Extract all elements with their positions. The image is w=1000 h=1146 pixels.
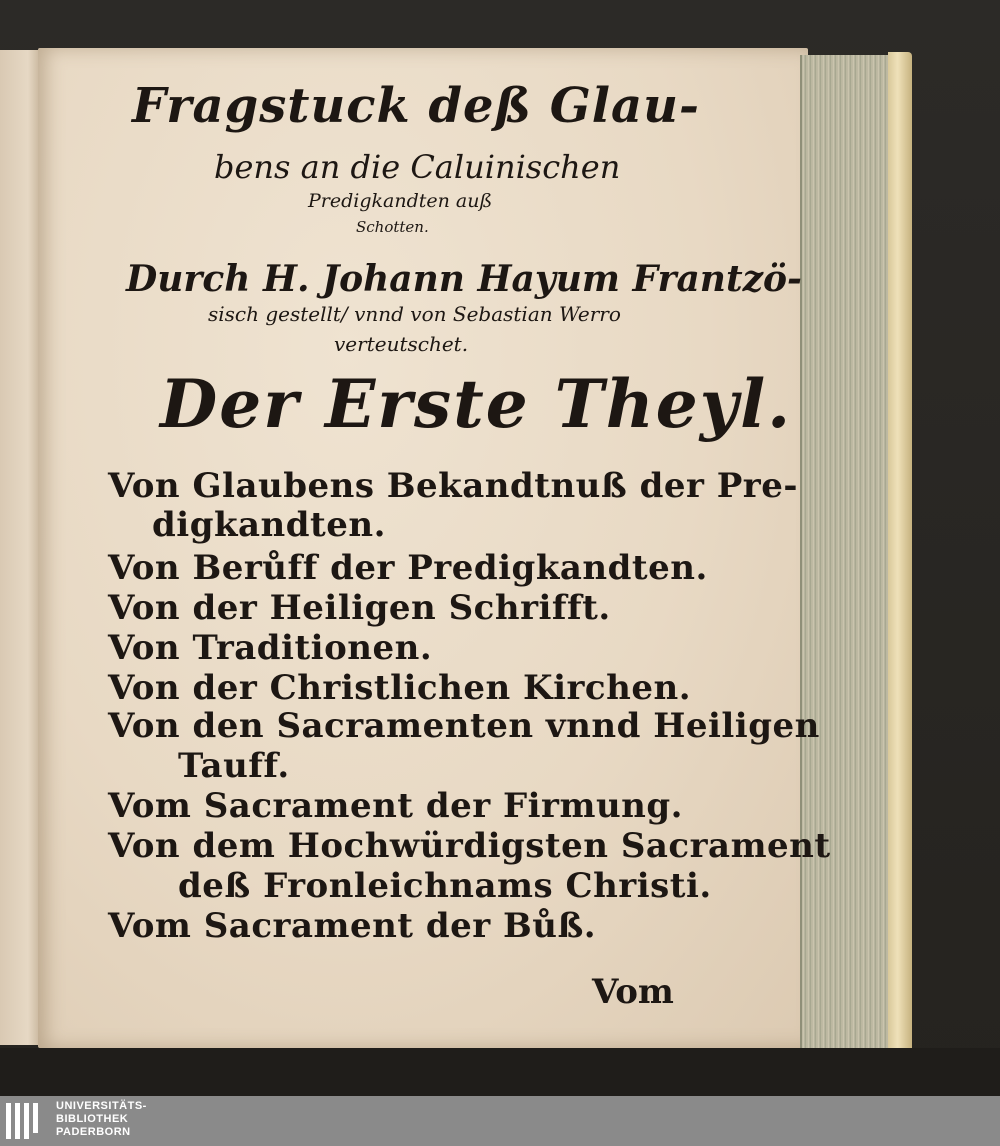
author-line-1: Durch H. Johann Hayum Frantzö- xyxy=(126,258,802,300)
toc-line-3: Von Berůff der Predigkandten. xyxy=(108,548,708,588)
scan-bottom-margin xyxy=(0,1048,1000,1096)
footer-bar xyxy=(0,1096,1000,1146)
toc-line-8: Tauff. xyxy=(178,746,290,786)
title-line-1: Fragstuck deß Glau- xyxy=(132,78,700,134)
toc-line-5: Von Traditionen. xyxy=(108,628,433,668)
university-library-bars-icon xyxy=(6,1103,44,1139)
toc-line-9: Vom Sacrament der Firmung. xyxy=(108,786,683,826)
logo-line-1: UNIVERSITÄTS- xyxy=(56,1100,147,1112)
facing-page-edge xyxy=(0,50,42,1045)
toc-line-1: Von Glaubens Bekandtnuß der Pre- xyxy=(108,466,798,506)
toc-line-4: Von der Heiligen Schrifft. xyxy=(108,588,611,628)
toc-line-11: deß Fronleichnams Christi. xyxy=(178,866,712,906)
page-stack-edges xyxy=(800,55,894,1050)
title-line-3: Predigkandten auß xyxy=(308,190,493,212)
title-line-4: Schotten. xyxy=(356,218,429,236)
toc-line-6: Von der Christlichen Kirchen. xyxy=(108,668,692,708)
author-line-3: verteutschet. xyxy=(334,332,469,356)
catchword: Vom xyxy=(592,972,674,1012)
toc-line-2: digkandten. xyxy=(152,505,386,545)
toc-line-12: Vom Sacrament der Bůß. xyxy=(108,906,597,946)
toc-line-10: Von dem Hochwürdigsten Sacrament xyxy=(108,826,831,866)
book-cover-edge xyxy=(888,52,912,1052)
logo-line-2: BIBLIOTHEK xyxy=(56,1113,129,1125)
logo-line-3: PADERBORN xyxy=(56,1126,131,1138)
part-heading: Der Erste Theyl. xyxy=(160,365,793,443)
title-line-2: bens an die Caluinischen xyxy=(214,148,621,186)
author-line-2: sisch gestellt/ vnnd von Sebastian Werro xyxy=(208,302,621,326)
library-logo-text xyxy=(56,1100,147,1139)
toc-line-7: Von den Sacramenten vnnd Heiligen xyxy=(108,706,820,746)
